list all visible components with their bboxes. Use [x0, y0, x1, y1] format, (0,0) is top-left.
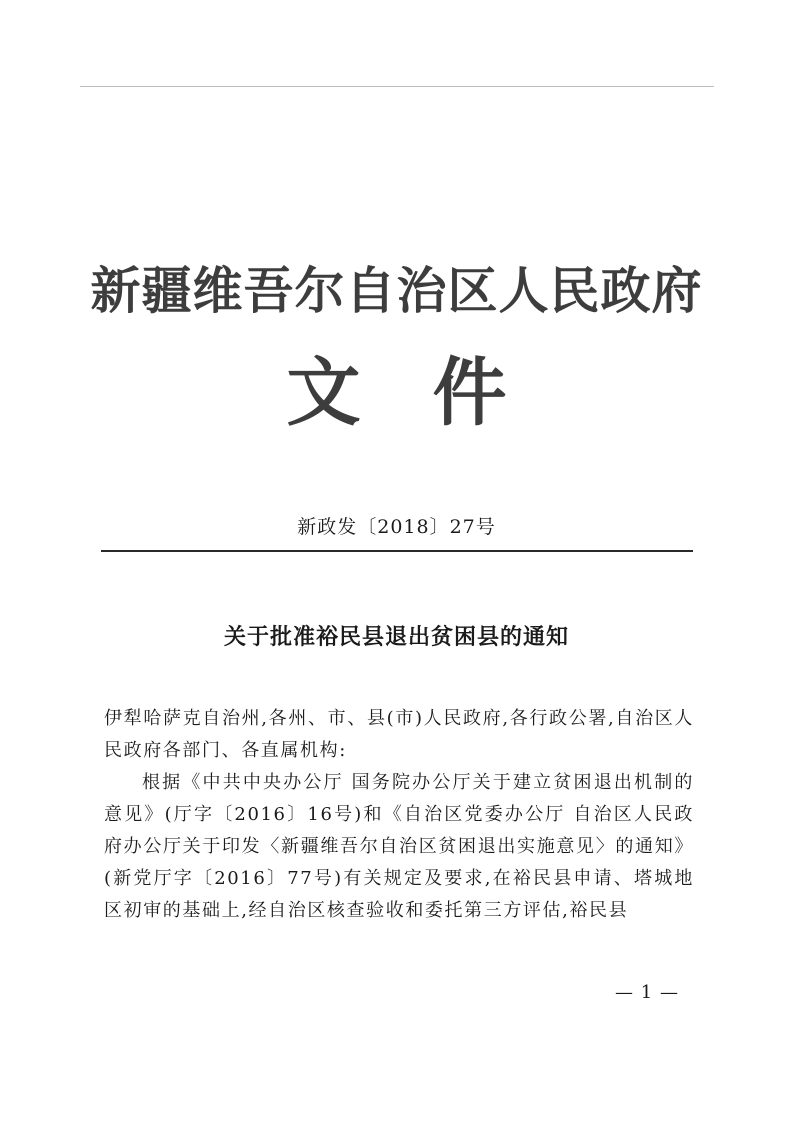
notice-title: 关于批准裕民县退出贫困县的通知 [223, 624, 569, 650]
page-number: — 1 — [615, 982, 679, 1003]
body-paragraph: 根据《中共中央办公厅 国务院办公厅关于建立贫困退出机制的意见》(厅字〔2016〕16号)和《自治区党委办公厅 自治区人民政府办公厅关于印发〈新疆维吾尔自治区贫困退出实施意见〉的通知》(新党厅字〔2016〕77号)有关规定及要求,在裕民县申请、塔城地区初审的基础上,经自治区核查验收和委托第三方评估,裕民县 [104, 772, 694, 921]
document-body [104, 703, 694, 927]
issuing-authority: 新疆维吾尔自治区人民政府 [90, 262, 703, 320]
header-separator-line [101, 550, 693, 552]
top-divider [80, 86, 714, 87]
document-number: 新政发〔2018〕27号 [297, 516, 496, 538]
addressee-paragraph: 伊犁哈萨克自治州,各州、市、县(市)人民政府,各行政公署,自治区人民政府各部门、各直属机构: [104, 708, 694, 761]
document-type-heading: 文件 [286, 350, 579, 436]
